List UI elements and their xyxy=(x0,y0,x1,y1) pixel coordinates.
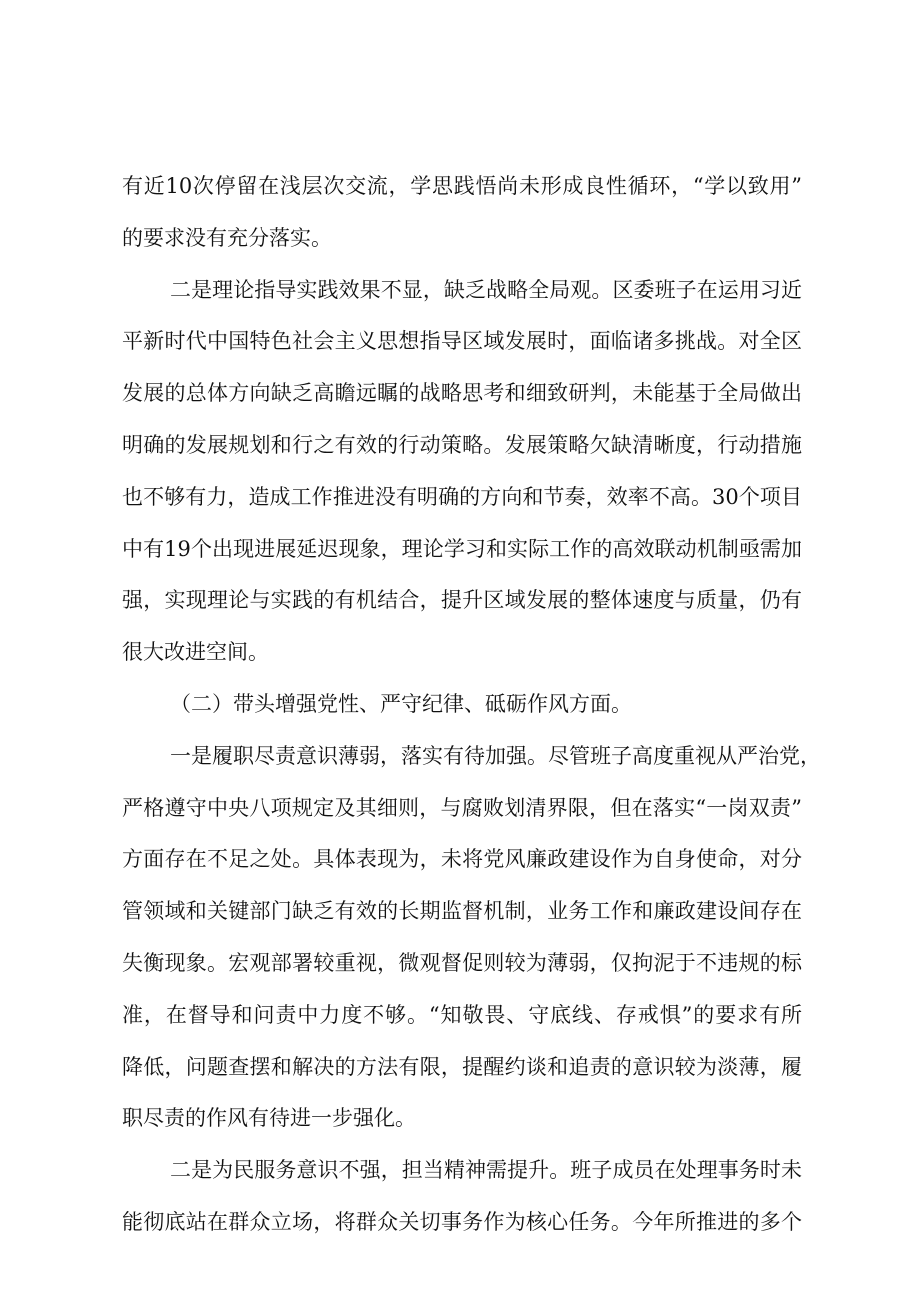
text-line: 方面存在不足之处。具体表现为，未将党风廉政建设作为自身使命，对分 xyxy=(122,847,802,872)
text-line: 二是理论指导实践效果不显，缺乏战略全局观。区委班子在运用习近 xyxy=(170,277,802,302)
text-line: 的要求没有充分落实。 xyxy=(122,225,332,250)
text-line: 中有19个出现进展延迟现象，理论学习和实际工作的高效联动机制亟需加 xyxy=(122,536,802,561)
text-line: 明确的发展规划和行之有效的行动策略。发展策略欠缺清晰度，行动措施 xyxy=(122,432,802,457)
text-line: 降低，问题查摆和解决的方法有限，提醒约谈和追责的意识较为淡薄，履 xyxy=(122,1054,802,1079)
text-line: 准，在督导和问责中力度不够。“知敬畏、守底线、存戒惧”的要求有所 xyxy=(122,1002,802,1027)
paragraph xyxy=(122,161,802,265)
text-line: 二是为民服务意识不强，担当精神需提升。班子成员在处理事务时未 xyxy=(170,1158,802,1183)
text-line: 发展的总体方向缺乏高瞻远瞩的战略思考和细致研判，未能基于全局做出 xyxy=(122,381,802,406)
paragraph xyxy=(122,1145,802,1249)
text-line: 也不够有力，造成工作推进没有明确的方向和节奏，效率不高。30个项目 xyxy=(122,484,802,509)
paragraph xyxy=(122,265,802,679)
text-line: 一是履职尽责意识薄弱，落实有待加强。尽管班子高度重视从严治党， xyxy=(170,743,821,768)
document-body xyxy=(122,161,821,1249)
text-line: 能彻底站在群众立场，将群众关切事务作为核心任务。今年所推进的多个 xyxy=(122,1209,802,1234)
text-line: 平新时代中国特色社会主义思想指导区域发展时，面临诸多挑战。对全区 xyxy=(122,329,802,354)
text-line: 很大改进空间。 xyxy=(122,640,269,665)
text-line: 有近10次停留在浅层次交流，学思践悟尚未形成良性循环，“学以致用” xyxy=(122,174,802,198)
paragraph xyxy=(122,731,821,1145)
text-line: 强，实现理论与实践的有机结合，提升区域发展的整体速度与质量，仍有 xyxy=(122,588,802,613)
text-line: （二）带头增强党性、严守纪律、砥砺作风方面。 xyxy=(170,691,632,716)
text-line: 管领域和关键部门缺乏有效的长期监督机制，业务工作和廉政建设间存在 xyxy=(122,899,802,924)
section-heading xyxy=(122,679,802,731)
text-line: 职尽责的作风有待进一步强化。 xyxy=(122,1106,416,1131)
text-line: 严格遵守中央八项规定及其细则，与腐败划清界限，但在落实“一岗双责” xyxy=(122,795,802,820)
text-line: 失衡现象。宏观部署较重视，微观督促则较为薄弱，仅拘泥于不违规的标 xyxy=(122,950,802,975)
